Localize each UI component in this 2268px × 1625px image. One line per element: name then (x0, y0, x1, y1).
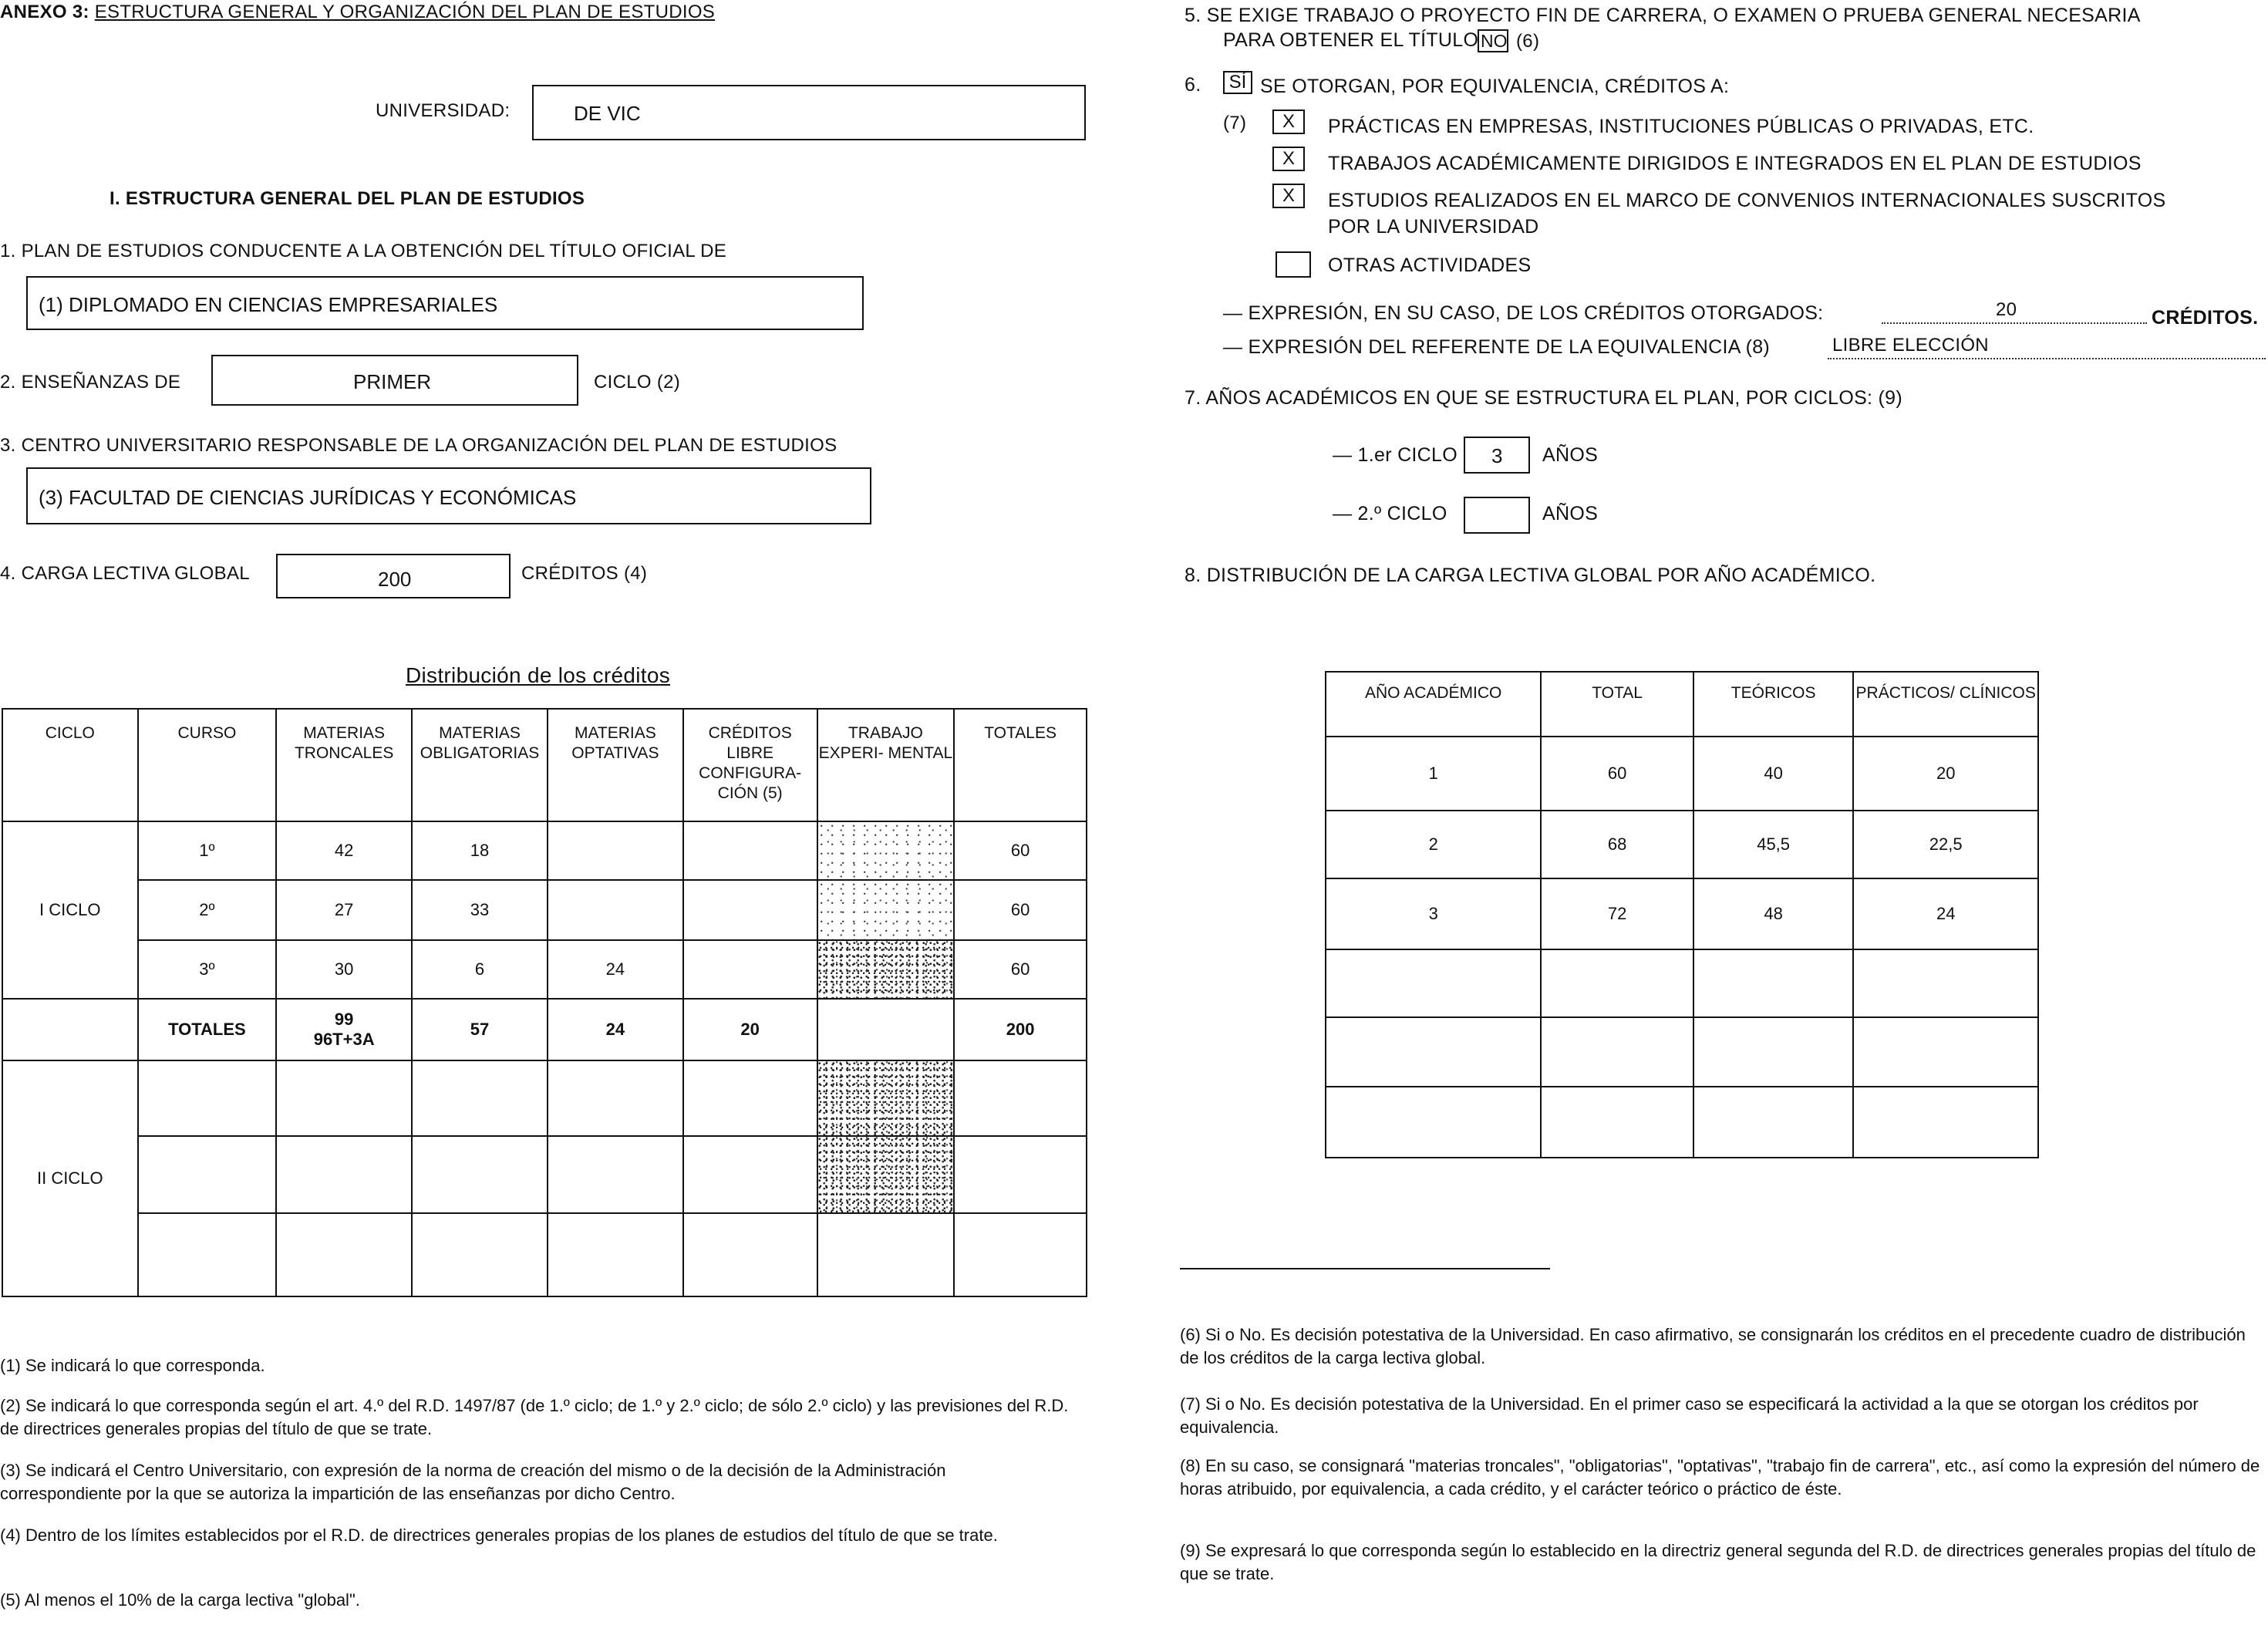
cell-totales: 60 (954, 940, 1087, 999)
cell-total: 72 (1541, 878, 1693, 949)
table-row (2, 880, 1087, 940)
centro-value: (3) FACULTAD DE CIENCIAS JURÍDICAS Y ECONÓMICAS (39, 486, 577, 509)
cell-troncales: 27 (276, 880, 412, 940)
footnote-3: (3) Se indicará el Centro Universitario, con expresión de la norma de creación del mismo o de la decisión de la Administración correspondiente por la que se autoriza la impartición de las enseñanzas por dicho Centro. (0, 1461, 946, 1503)
expresion2-dots (1828, 358, 2266, 359)
option-3-text: ESTUDIOS REALIZADOS EN EL MARCO DE CONVENIOS INTERNACIONALES SUSCRITOS (1328, 190, 2166, 211)
ciclo1-suffix: AÑOS (1542, 444, 1599, 466)
cell-troncales: 30 (276, 940, 412, 999)
cell-libre (683, 880, 817, 940)
cell-ano: 2 (1326, 811, 1541, 878)
footnote-7: (7) Si o No. Es decisión potestativa de la Universidad. En el primer caso se especificará la actividad a la que se otorgan los créditos por equivalencia. (1180, 1394, 2199, 1437)
totals-label: TOTALES (138, 999, 277, 1060)
carga-field (276, 554, 511, 598)
footnote-1: (1) Se indicará lo que corresponda. (0, 1356, 265, 1375)
footnote-8: (8) En su caso, se consignará "materias troncales", "obligatorias", "optativas", "trabajo fin de carrera", etc., así como la expresión del número de horas atribuido, por equivalencia, a cada crédito, y el carácter teórico o práctico de éste. (1180, 1456, 2260, 1499)
totals-trabajo (817, 999, 955, 1060)
item3-label: 3. CENTRO UNIVERSITARIO RESPONSABLE DE LA ORGANIZACIÓN DEL PLAN DE ESTUDIOS (0, 435, 837, 456)
totals-obligatorias: 57 (412, 999, 548, 1060)
option-4-checkbox (1276, 251, 1311, 278)
annual-header-row (1326, 672, 2038, 737)
cell-totales: 60 (954, 821, 1087, 880)
option-1-checkbox: X (1272, 110, 1305, 134)
credits-table (2, 708, 1087, 1297)
annual-table (1325, 671, 2039, 1158)
cell-obligatorias: 6 (412, 940, 548, 999)
header-practicos: PRÁCTICOS/ CLÍNICOS (1853, 672, 2038, 737)
option-2-text: TRABAJOS ACADÉMICAMENTE DIRIGIDOS E INTEGRADOS EN EL PLAN DE ESTUDIOS (1328, 153, 2142, 174)
totals-troncales-value: 99 (334, 1010, 354, 1029)
table-row (2, 821, 1087, 880)
cell-libre (683, 821, 817, 880)
header-totales: TOTALES (954, 709, 1087, 821)
cell-trabajo-shaded (817, 1136, 955, 1213)
header-teoricos: TEÓRICOS (1693, 672, 1854, 737)
header-trabajo: TRABAJO EXPERI- MENTAL (817, 709, 955, 821)
table-row (2, 1213, 1087, 1296)
cell-obligatorias: 33 (412, 880, 548, 940)
totals-optativas: 24 (548, 999, 683, 1060)
table-row (2, 940, 1087, 999)
cell-libre (683, 940, 817, 999)
ciclo2-box (1464, 497, 1530, 534)
item6-checkbox: SÍ (1223, 71, 1252, 94)
ciclo1-label: — 1.er CICLO (1333, 444, 1458, 466)
cell-optativas (548, 821, 683, 880)
ciclo1-label: I CICLO (2, 821, 138, 999)
table-row (1326, 1087, 2038, 1158)
item5-text2: PARA OBTENER EL TÍTULO (1223, 29, 1479, 51)
table-row (1326, 1017, 2038, 1087)
footnote-9: (9) Se expresará lo que corresponda según lo establecido en la directriz general segunda del R.D. de directrices generales propias del título de que se trate. (1180, 1541, 2256, 1583)
cell-obligatorias: 18 (412, 821, 548, 880)
table-row (1326, 949, 2038, 1017)
footnote-6: (6) Si o No. Es decisión potestativa de la Universidad. En caso afirmativo, se consignarán los créditos en el precedente cuadro de distribución de los créditos de la carga lectiva global. (1180, 1325, 2246, 1367)
item5-box (1478, 29, 1508, 52)
cell-practicos: 24 (1853, 878, 2038, 949)
totals-libre: 20 (683, 999, 817, 1060)
table-row (2, 1060, 1087, 1136)
dist-title: Distribución de los créditos (406, 663, 670, 687)
cell-practicos: 20 (1853, 737, 2038, 811)
item7-text: 7. AÑOS ACADÉMICOS EN QUE SE ESTRUCTURA EL PLAN, POR CICLOS: (9) (1185, 387, 1902, 409)
option-2-checkbox: X (1272, 147, 1305, 171)
expresion2-label: — EXPRESIÓN DEL REFERENTE DE LA EQUIVALENCIA (8) (1223, 336, 1771, 358)
item2-label: 2. ENSEÑANZAS DE (0, 372, 181, 393)
ciclo2-suffix: AÑOS (1542, 503, 1599, 524)
footnote-2: (2) Se indicará lo que corresponda según el art. 4.º del R.D. 1497/87 (de 1.º ciclo; de 1.º y 2.º ciclo; de sólo 2.º ciclo) y las previsiones del R.D. de directrices generales propias del título de que se trate. (0, 1396, 1069, 1438)
cell-teoricos: 45,5 (1693, 811, 1854, 878)
header-ano: AÑO ACADÉMICO (1326, 672, 1541, 737)
header-ciclo: CICLO (2, 709, 138, 821)
expresion1-dots (1882, 322, 2147, 324)
cell-trabajo-shaded (817, 1060, 955, 1136)
item4-suffix: CRÉDITOS (4) (521, 563, 648, 584)
centro-field (26, 467, 871, 524)
table-row (1326, 878, 2038, 949)
item6-text: SE OTORGAN, POR EQUIVALENCIA, CRÉDITOS A: (1260, 76, 1730, 97)
cell-practicos: 22,5 (1853, 811, 2038, 878)
option-4-text: OTRAS ACTIVIDADES (1328, 255, 1532, 276)
expresion1-value: 20 (1996, 299, 2017, 320)
cell-optativas (548, 880, 683, 940)
cell-total: 68 (1541, 811, 1693, 878)
header-obligatorias: MATERIAS OBLIGATORIAS (412, 709, 548, 821)
item5-suffix: (6) (1516, 31, 1540, 52)
expresion1-label: — EXPRESIÓN, EN SU CASO, DE LOS CRÉDITOS OTORGADOS: (1223, 302, 1824, 324)
option-3-checkbox: X (1272, 184, 1305, 208)
totals-row (2, 999, 1087, 1060)
titulo-value: (1) DIPLOMADO EN CIENCIAS EMPRESARIALES (39, 293, 498, 316)
totals-totales: 200 (954, 999, 1087, 1060)
cell-trabajo-shaded (817, 880, 955, 940)
totals-troncales (276, 999, 412, 1060)
annex-title: ESTRUCTURA GENERAL Y ORGANIZACIÓN DEL PLAN DE ESTUDIOS (94, 2, 716, 22)
footnote-divider (1180, 1268, 1550, 1269)
ciclo2-label: — 2.º CICLO (1333, 503, 1447, 524)
cell-curso: 2º (138, 880, 277, 940)
carga-value: 200 (378, 568, 412, 591)
cell-teoricos: 40 (1693, 737, 1854, 811)
universidad-label: UNIVERSIDAD: (376, 100, 511, 121)
option-3-text2: POR LA UNIVERSIDAD (1328, 216, 1539, 238)
footnote-4: (4) Dentro de los límites establecidos por el R.D. de directrices generales propias de los planes de estudios del título de que se trate. (0, 1526, 998, 1545)
cell-ano: 1 (1326, 737, 1541, 811)
cell-trabajo-shaded (817, 940, 955, 999)
cell-curso: 1º (138, 821, 277, 880)
universidad-value: DE VIC (574, 102, 641, 125)
header-curso: CURSO (138, 709, 277, 821)
header-total: TOTAL (1541, 672, 1693, 737)
header-troncales: MATERIAS TRONCALES (276, 709, 412, 821)
totals-troncales-detail: 96T+3A (313, 1030, 375, 1049)
item6-num: 6. (1185, 74, 1201, 96)
expresion1-suffix: CRÉDITOS. (2152, 307, 2259, 329)
titulo-field (26, 276, 864, 330)
section-title: I. ESTRUCTURA GENERAL DEL PLAN DE ESTUDIOS (110, 188, 585, 209)
cell-ano: 3 (1326, 878, 1541, 949)
item1-label: 1. PLAN DE ESTUDIOS CONDUCENTE A LA OBTENCIÓN DEL TÍTULO OFICIAL DE (0, 241, 727, 261)
item6-ref: (7) (1223, 113, 1247, 133)
annex-heading: ANEXO 3: ESTRUCTURA GENERAL Y ORGANIZACIÓN DEL PLAN DE ESTUDIOS (0, 2, 716, 22)
header-optativas: MATERIAS OPTATIVAS (548, 709, 683, 821)
credits-header-row (2, 709, 1087, 821)
footnote-5: (5) Al menos el 10% de la carga lectiva "global". (0, 1590, 360, 1610)
cell-trabajo-shaded (817, 821, 955, 880)
item2-suffix: CICLO (2) (594, 372, 681, 393)
ciclo2-label: II CICLO (2, 1060, 138, 1296)
header-libre: CRÉDITOS LIBRE CONFIGURA- CIÓN (5) (683, 709, 817, 821)
cell-total: 60 (1541, 737, 1693, 811)
cell-teoricos: 48 (1693, 878, 1854, 949)
cell-curso: 3º (138, 940, 277, 999)
ciclo-field (211, 355, 578, 406)
universidad-field (532, 85, 1086, 140)
ciclo1-box (1464, 437, 1530, 474)
ciclo-value: PRIMER (353, 370, 432, 393)
item8-text: 8. DISTRIBUCIÓN DE LA CARGA LECTIVA GLOBAL POR AÑO ACADÉMICO. (1185, 565, 1876, 586)
table-row (1326, 811, 2038, 878)
cell-troncales: 42 (276, 821, 412, 880)
option-1-text: PRÁCTICAS EN EMPRESAS, INSTITUCIONES PÚBLICAS O PRIVADAS, ETC. (1328, 116, 2034, 137)
item5-value: NO (1481, 31, 1508, 51)
cell-optativas: 24 (548, 940, 683, 999)
cell-totales: 60 (954, 880, 1087, 940)
ciclo-blank (2, 999, 138, 1060)
table-row (2, 1136, 1087, 1213)
ciclo1-value: 3 (1491, 444, 1503, 467)
expresion2-value: LIBRE ELECCIÓN (1832, 335, 1989, 356)
table-row (1326, 737, 2038, 811)
item5-text: 5. SE EXIGE TRABAJO O PROYECTO FIN DE CARRERA, O EXAMEN O PRUEBA GENERAL NECESARIA (1185, 5, 2141, 26)
item4-label: 4. CARGA LECTIVA GLOBAL (0, 563, 250, 584)
